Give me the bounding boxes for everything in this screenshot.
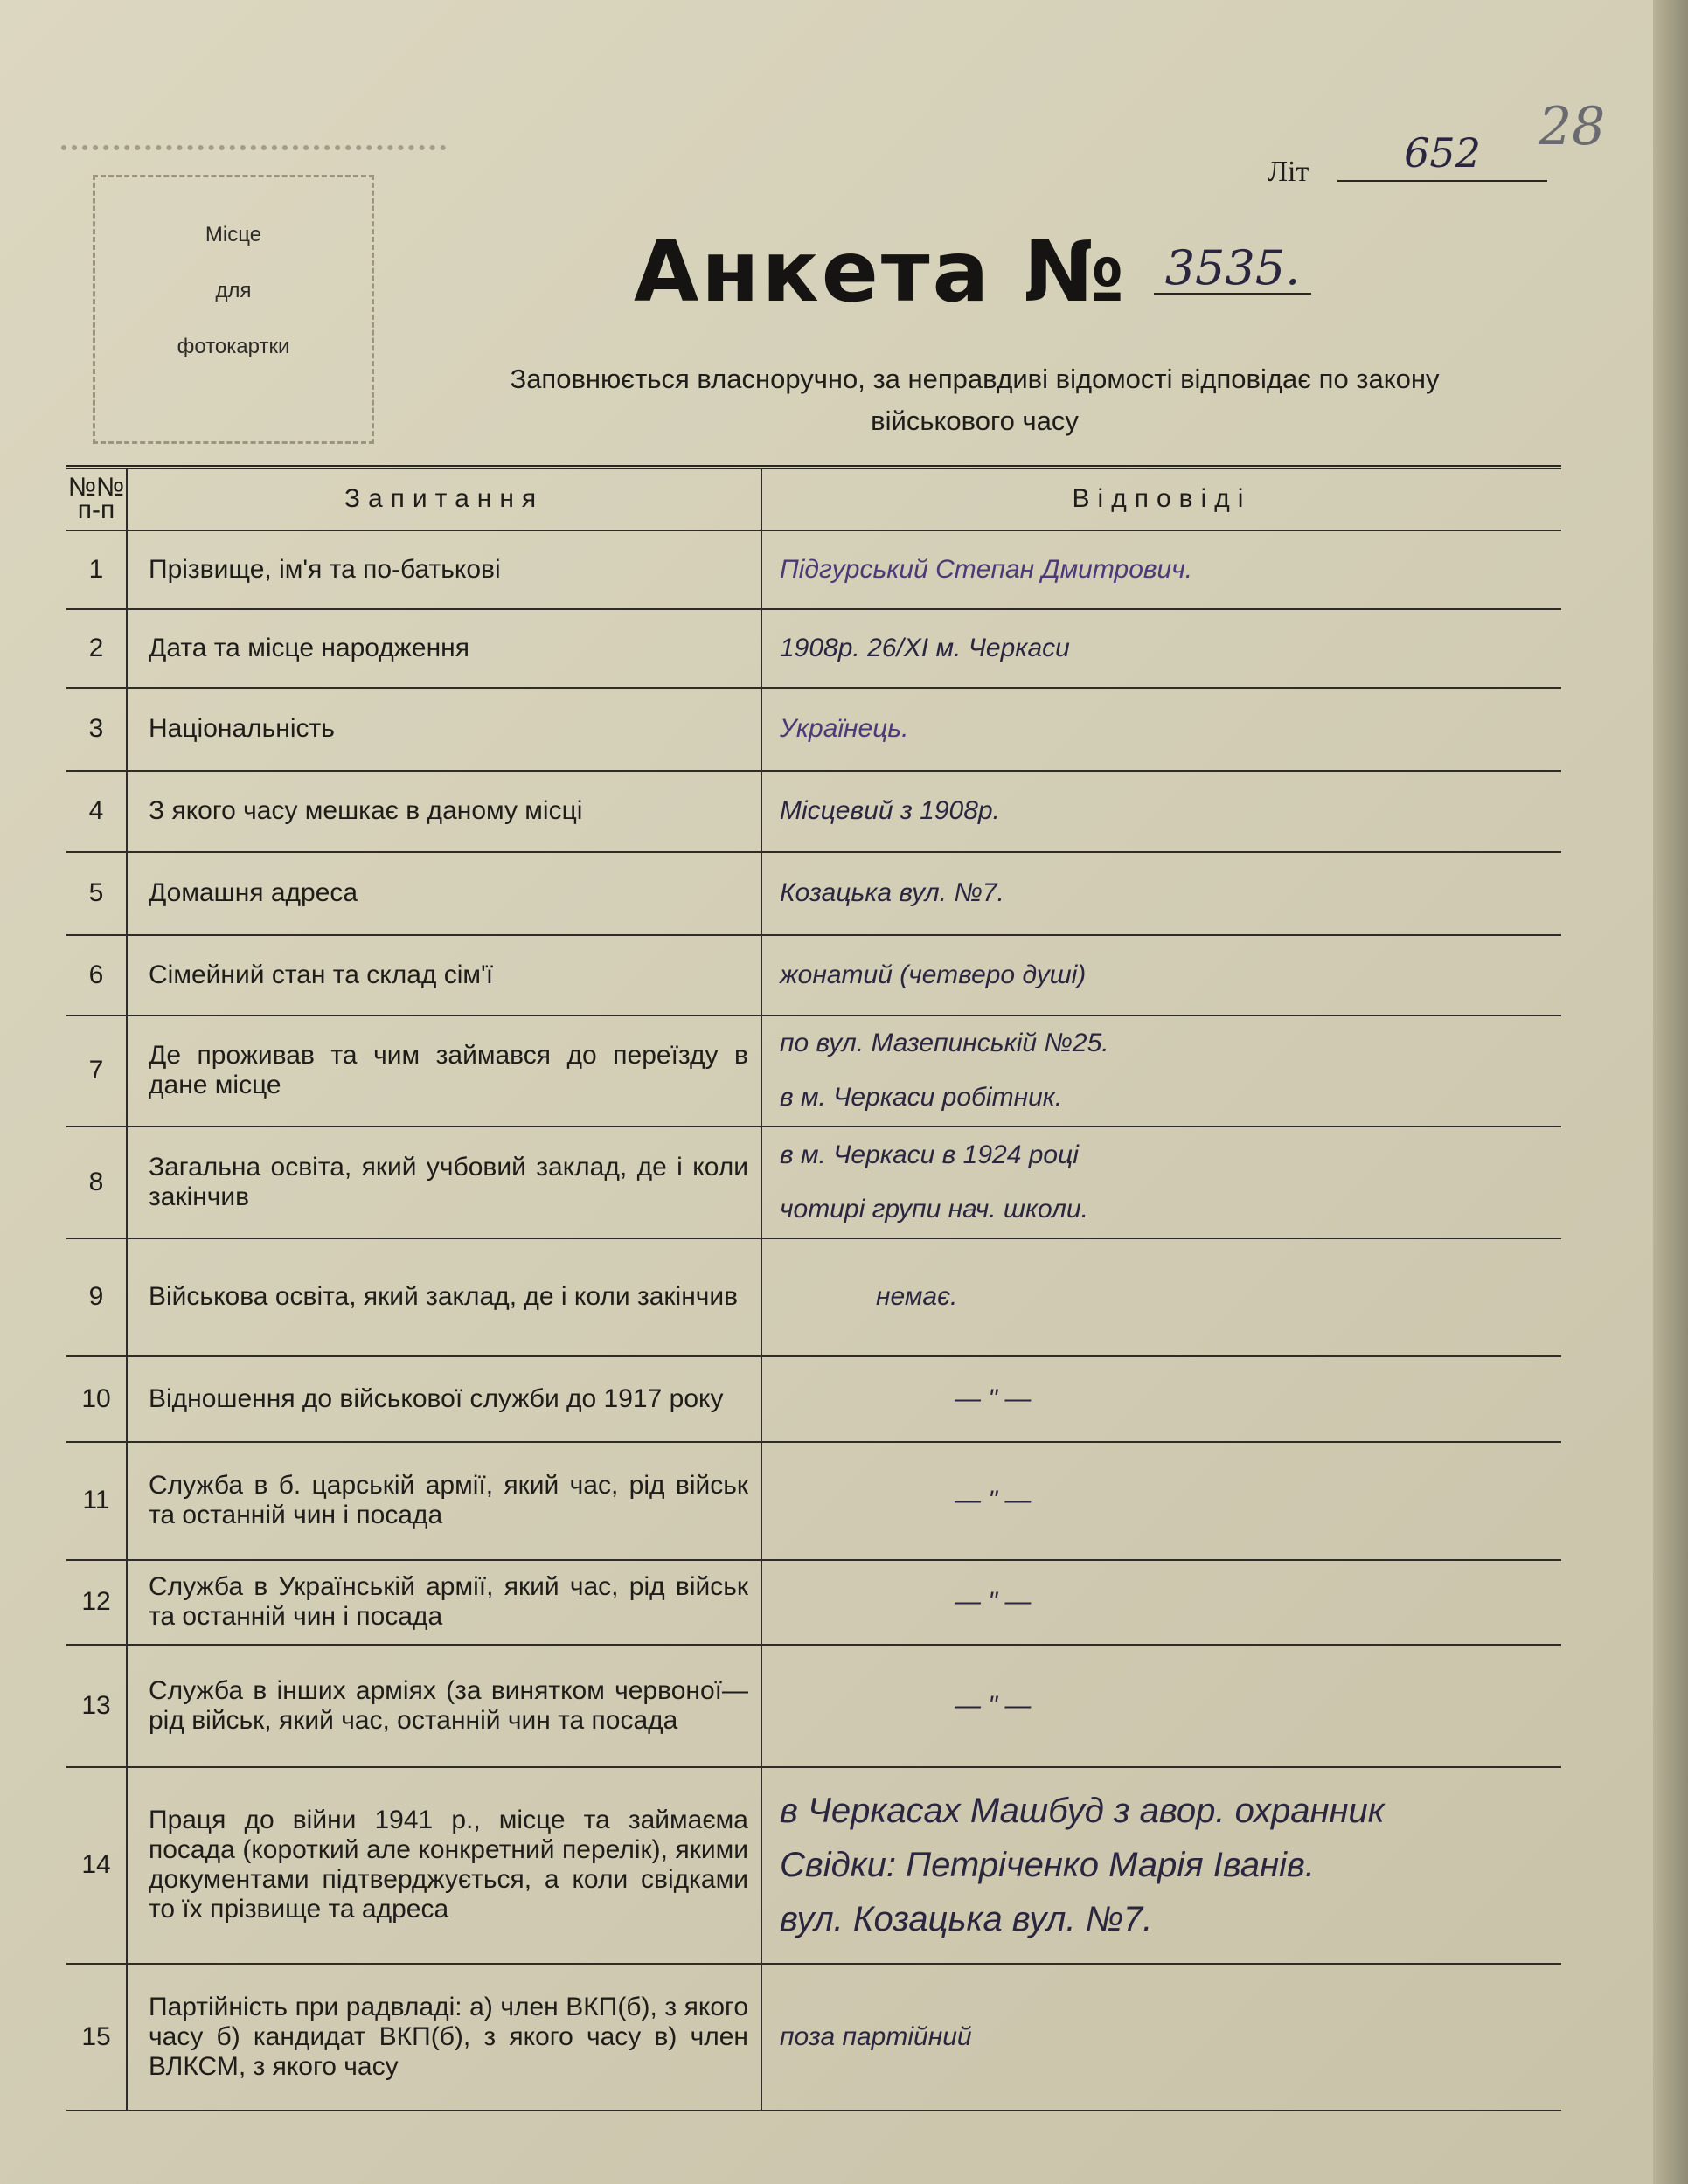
- answer-line: Свідки: Петріченко Марія Іванів.: [780, 1846, 1315, 1884]
- table-row: [66, 530, 1561, 609]
- subtitle-line-1: Заповнюється власноручно, за неправдиві відомості відповідає по закону: [510, 364, 1440, 394]
- row-question: Військова освіта, який заклад, де і коли закінчив: [127, 1238, 761, 1356]
- answer-line: Українець.: [780, 714, 909, 743]
- row-question: Служба в інших арміях (за винятком червоної—рід військ, який час, останній чин та посада: [127, 1645, 761, 1767]
- questionnaire-table: [66, 465, 1561, 2111]
- row-number: 2: [66, 609, 127, 688]
- table-row: [66, 771, 1561, 852]
- form-number: 3535.: [1154, 240, 1311, 295]
- lit-value: 652: [1337, 129, 1547, 182]
- photo-label-3: фотокартки: [177, 335, 290, 358]
- row-question: Сімейний стан та склад сім'ї: [127, 935, 761, 1016]
- row-answer: [761, 771, 1561, 852]
- answer-line: — " —: [955, 1587, 1032, 1616]
- row-answer: [761, 852, 1561, 935]
- row-question: Служба в б. царській армії, який час, рід військ та останній чин і посада: [127, 1442, 761, 1560]
- row-answer: [761, 688, 1561, 771]
- row-question: Національність: [127, 688, 761, 771]
- row-number: 1: [66, 530, 127, 609]
- row-question: Відношення до військової служби до 1917 року: [127, 1356, 761, 1442]
- answer-line: в Черкасах Машбуд з авор. охранник: [780, 1792, 1385, 1830]
- row-question: Партійність при радвладі: а) член ВКП(б), з якого часу б) кандидат ВКП(б), з якого часу в) член ВЛКСМ, з якого часу: [127, 1964, 761, 2111]
- photo-label-2: для: [215, 279, 252, 302]
- answer-line: чотирі групи нач. школи.: [780, 1194, 1088, 1224]
- answer-line: поза партійний: [780, 2021, 972, 2051]
- row-question: Праця до війни 1941 р., місце та займаєма посада (короткий але конкретний перелік), якими документами підтверджується, а коли свідками то їх прізвище та адреса: [127, 1767, 761, 1964]
- row-question: Загальна освіта, який учбовий заклад, де і коли закінчив: [127, 1127, 761, 1238]
- table-row: [66, 852, 1561, 935]
- table-row: [66, 1238, 1561, 1356]
- table-header-row: [66, 468, 1561, 530]
- answer-line: Козацька вул. №7.: [780, 878, 1004, 907]
- row-number: 8: [66, 1127, 127, 1238]
- row-answer: [761, 530, 1561, 609]
- row-answer: [761, 1442, 1561, 1560]
- table-row: [66, 935, 1561, 1016]
- row-answer: [761, 1645, 1561, 1767]
- table-row: [66, 609, 1561, 688]
- row-question: Служба в Українській армії, який час, рід військ та останній чин і посада: [127, 1560, 761, 1645]
- row-number: 7: [66, 1016, 127, 1127]
- table-row: [66, 1645, 1561, 1767]
- photo-placeholder: [93, 175, 374, 444]
- row-number: 12: [66, 1560, 127, 1645]
- answer-line: Підгурський Степан Дмитрович.: [780, 554, 1193, 584]
- folder-edge: [1653, 0, 1688, 2184]
- table-row: [66, 1767, 1561, 1964]
- subtitle: [398, 358, 1552, 442]
- row-question: Де проживав та чим займався до переїзду в дане місце: [127, 1016, 761, 1127]
- row-answer: [761, 1127, 1561, 1238]
- row-number: 4: [66, 771, 127, 852]
- col-header-num: №№ п-п: [66, 468, 127, 530]
- row-question: Домашня адреса: [127, 852, 761, 935]
- table-row: [66, 1127, 1561, 1238]
- row-answer: [761, 1238, 1561, 1356]
- row-number: 6: [66, 935, 127, 1016]
- row-answer: [761, 1560, 1561, 1645]
- answer-line: по вул. Мазепинській №25.: [780, 1029, 1109, 1057]
- row-answer: [761, 1767, 1561, 1964]
- row-number: 10: [66, 1356, 127, 1442]
- page-title: Анкета №: [634, 223, 1128, 321]
- row-question: З якого часу мешкає в даному місці: [127, 771, 761, 852]
- row-number: 15: [66, 1964, 127, 2111]
- row-number: 3: [66, 688, 127, 771]
- lit-label: Літ: [1268, 156, 1309, 188]
- col-header-answer: Відповіді: [761, 468, 1561, 530]
- row-answer: [761, 1016, 1561, 1127]
- answer-line: в м. Черкаси робітник.: [780, 1083, 1063, 1112]
- answer-line: вул. Козацька вул. №7.: [780, 1900, 1153, 1938]
- row-number: 13: [66, 1645, 127, 1767]
- answer-line: 1908р. 26/XI м. Черкаси: [780, 633, 1070, 662]
- row-number: 11: [66, 1442, 127, 1560]
- answer-line: Місцевий з 1908р.: [780, 796, 1000, 825]
- row-number: 9: [66, 1238, 127, 1356]
- row-number: 5: [66, 852, 127, 935]
- row-question: Дата та місце народження: [127, 609, 761, 688]
- row-question: Прізвище, ім'я та по-батькові: [127, 530, 761, 609]
- table-row: [66, 688, 1561, 771]
- table-row: [66, 1016, 1561, 1127]
- col-header-question: Запитання: [127, 468, 761, 530]
- answer-line: немає.: [876, 1282, 958, 1311]
- row-answer: [761, 935, 1561, 1016]
- table-row: [66, 1356, 1561, 1442]
- answer-line: жонатий (четверо душі): [780, 960, 1087, 989]
- dotted-divider: [61, 145, 446, 150]
- table-row: [66, 1964, 1561, 2111]
- page-mark: 28: [1539, 96, 1606, 157]
- answer-line: — " —: [955, 1383, 1032, 1413]
- table-row: [66, 1560, 1561, 1645]
- answer-line: — " —: [955, 1486, 1032, 1515]
- row-answer: [761, 1356, 1561, 1442]
- row-number: 14: [66, 1767, 127, 1964]
- answer-line: в м. Черкаси в 1924 році: [780, 1140, 1079, 1169]
- answer-line: — " —: [955, 1690, 1032, 1720]
- subtitle-line-2: військового часу: [871, 406, 1079, 436]
- row-answer: [761, 1964, 1561, 2111]
- table-row: [66, 1442, 1561, 1560]
- photo-label-1: Місце: [205, 223, 262, 246]
- row-answer: [761, 609, 1561, 688]
